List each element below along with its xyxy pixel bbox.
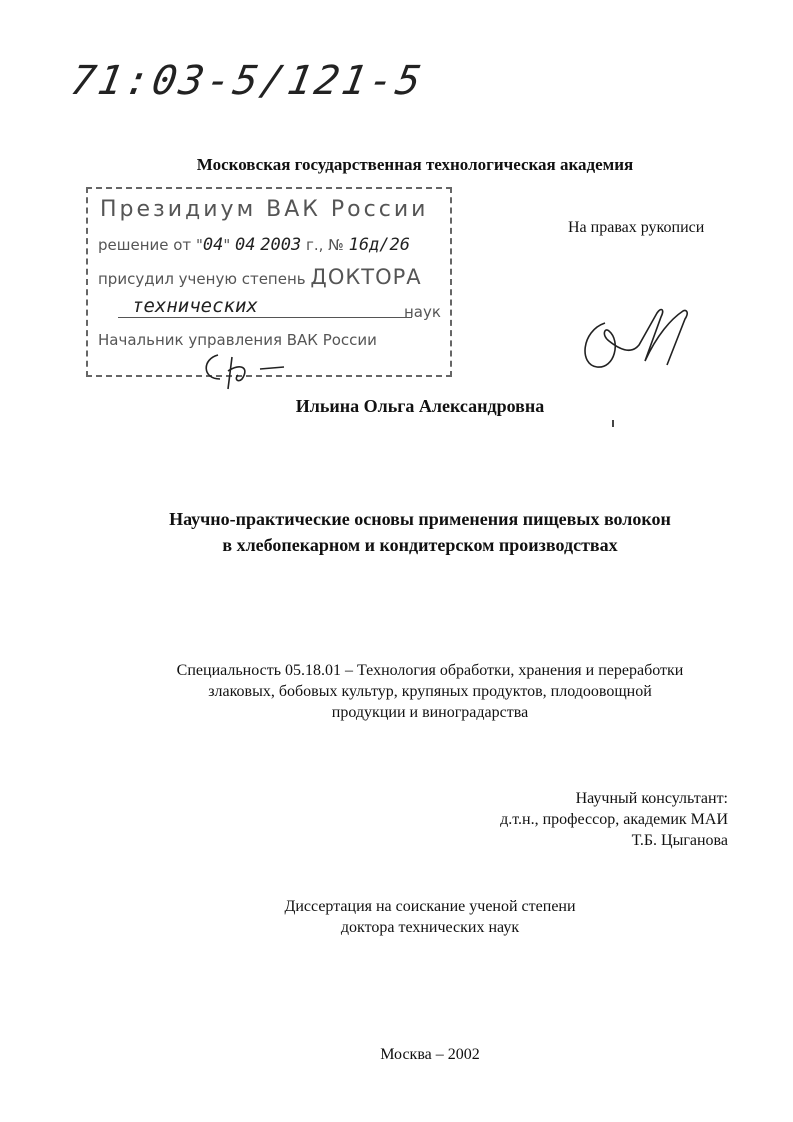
manuscript-rights: На правах рукописи (568, 219, 705, 236)
stamp-decision-line: решение от "04" 04 2003 г., № 16д/26 (98, 235, 410, 255)
stamp-title: Президиум ВАК России (100, 197, 429, 222)
dissertation-title-line2: в хлебопекарном и кондитерском производствах (222, 535, 618, 555)
academy-name: Московская государственная технологическая академия (196, 155, 634, 174)
stamp-degree: ДОКТОРА (310, 265, 422, 289)
scientific-consultant (380, 788, 728, 851)
dissertation-title-line1: Научно-практические основы применения пищевых волокон (169, 509, 671, 529)
stamp-field-suffix: наук (404, 303, 441, 321)
specialty-line3: продукции и виноградарства (331, 704, 529, 721)
stamp-decision-number: 16д/26 (348, 235, 410, 255)
consultant-title: д.т.н., профессор, академик МАИ (500, 811, 728, 828)
stamp-signature-icon (198, 349, 338, 393)
stamp-decision-day: 04 (202, 235, 224, 255)
degree-statement-line1: Диссертация на соискание ученой степени (284, 898, 576, 915)
consultant-label: Научный консультант: (575, 790, 728, 807)
stamp-decision-month: 04 (235, 235, 256, 255)
author-signature-icon (575, 305, 725, 385)
stamp-decision-year: 2003 (260, 235, 302, 255)
dissertation-title (80, 506, 760, 558)
degree-statement-line2: доктора технических наук (340, 919, 520, 936)
specialty (110, 660, 750, 723)
stamp-awarded: присудил ученую степень (98, 270, 306, 288)
specialty-line1: Специальность 05.18.01 – Технология обработки, хранения и переработки (176, 662, 684, 679)
handwritten-archive-code: 71:03-5/121-5 (67, 58, 428, 104)
city-year: Москва – 2002 (380, 1046, 480, 1063)
specialty-line2: злаковых, бобовых культур, крупяных продуктов, плодоовощной (208, 683, 652, 700)
stamp-field-handwritten: технических (118, 295, 412, 318)
stamp-year-suffix: г., № (306, 236, 344, 254)
author-name: Ильина Ольга Александровна (295, 396, 545, 416)
degree-statement (180, 896, 680, 938)
vak-stamp (86, 187, 452, 377)
stamp-awarded-line (98, 265, 422, 289)
consultant-name: Т.Б. Цыганова (631, 832, 728, 849)
stamp-head: Начальник управления ВАК России (98, 331, 377, 349)
stamp-decision-prefix: решение от (98, 236, 192, 254)
ink-mark (612, 420, 614, 427)
